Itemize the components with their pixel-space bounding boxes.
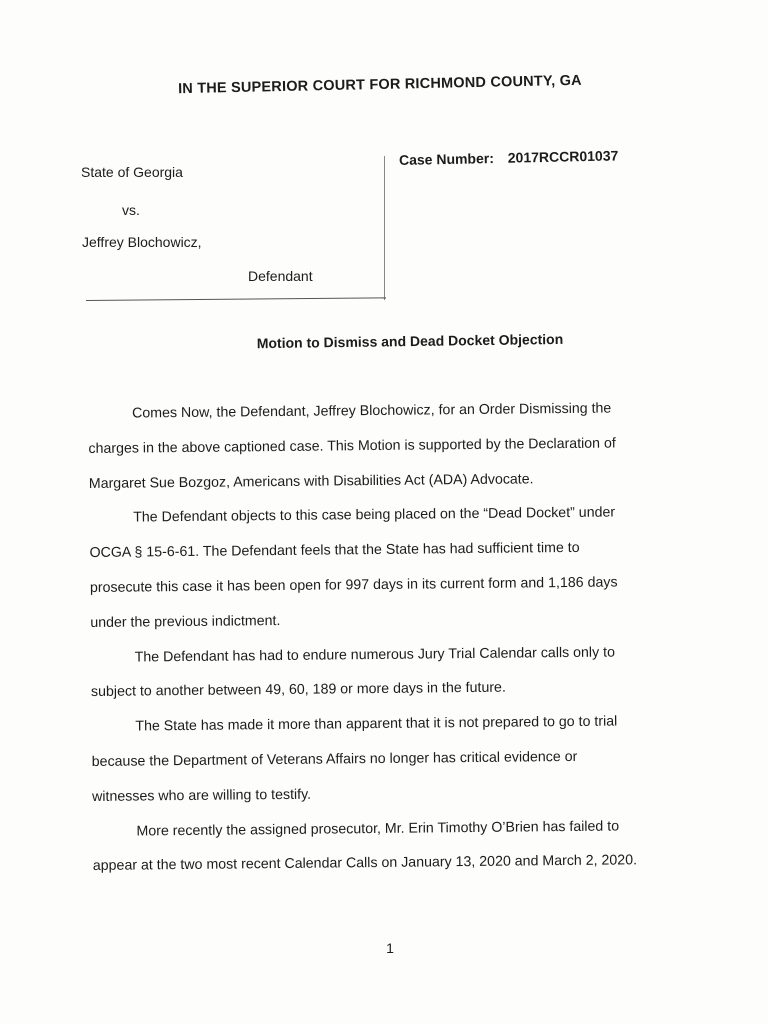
body-line: appear at the two most recent Calendar Calls on January 13, 2020 and March 2, 2020. — [92, 852, 638, 875]
body-line: Comes Now, the Defendant, Jeffrey Blochowicz, for an Order Dismissing the — [132, 400, 612, 422]
versus-label: vs. — [122, 202, 140, 218]
body-line: Margaret Sue Bozgoz, Americans with Disabilities Act (ADA) Advocate. — [88, 470, 534, 492]
body-line: More recently the assigned prosecutor, Mr. Erin Timothy O’Brien has failed to — [136, 818, 620, 840]
body-line: The Defendant objects to this case being placed on the “Dead Docket” under — [133, 504, 616, 526]
case-caption — [80, 150, 386, 302]
body-line: The State has made it more than apparent that it is not prepared to go to trial — [135, 713, 618, 735]
page-number: 1 — [386, 940, 394, 956]
body-line: under the previous indictment. — [90, 612, 281, 631]
body-line: The Defendant has had to endure numerous Jury Trial Calendar calls only to — [134, 644, 616, 666]
body-line: prosecute this case it has been open for 997 days in its current form and 1,186 days — [89, 574, 618, 596]
case-number-block — [399, 147, 619, 168]
body-line: because the Department of Veterans Affairs no longer has critical evidence or — [91, 748, 578, 770]
body-line: witnesses who are willing to testify. — [92, 786, 312, 805]
case-number-value: 2017RCCR01037 — [507, 147, 619, 166]
caption-divider-horizontal — [86, 297, 386, 301]
body-line: OCGA § 15-6-61. The Defendant feels that the State has had sufficient time to — [89, 540, 580, 562]
case-number-label: Case Number: — [398, 150, 495, 168]
defendant-name: Jeffrey Blochowicz, — [82, 234, 202, 250]
motion-body — [88, 398, 693, 891]
motion-title: Motion to Dismiss and Dead Docket Objection — [256, 330, 564, 352]
body-line: subject to another between 49, 60, 189 or more days in the future. — [90, 680, 506, 701]
caption-divider-vertical — [384, 156, 385, 300]
body-line: charges in the above captioned case. This Motion is supported by the Declaration of — [88, 435, 616, 457]
court-title: IN THE SUPERIOR COURT FOR RICHMOND COUNTY, GA — [177, 72, 582, 98]
plaintiff-name: State of Georgia — [81, 164, 183, 180]
defendant-role: Defendant — [248, 268, 313, 284]
